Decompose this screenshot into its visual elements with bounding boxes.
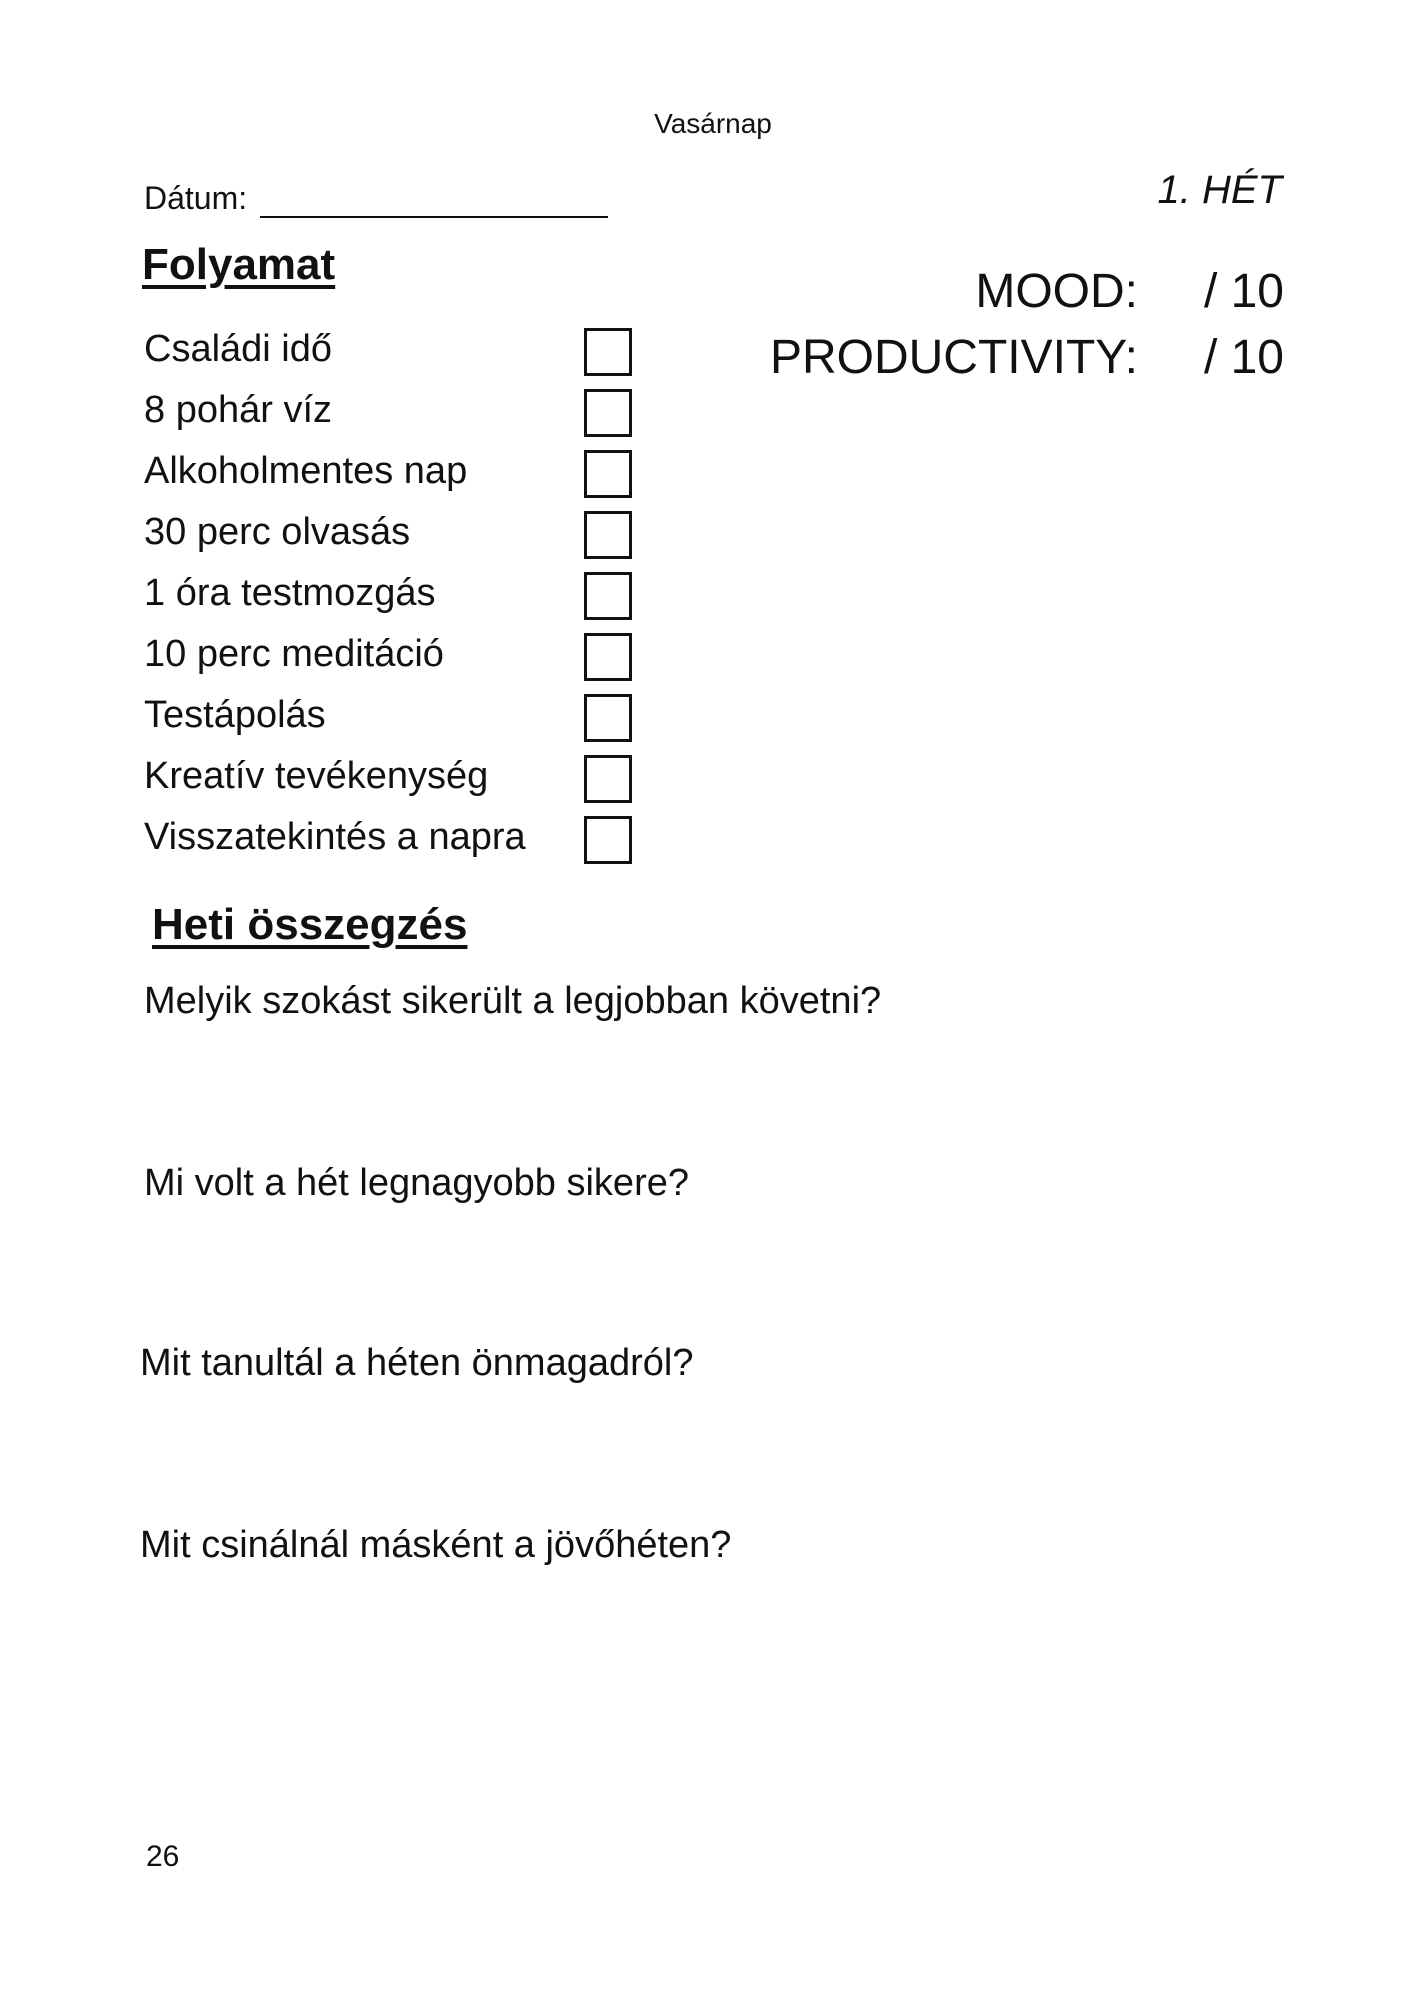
habit-checkbox[interactable] <box>584 572 632 620</box>
habit-row <box>144 629 644 690</box>
mood-label: MOOD: <box>975 265 1138 318</box>
week-label: 1. HÉT <box>1157 168 1282 212</box>
summary-question: Melyik szokást sikerült a legjobban követni? <box>144 980 882 1022</box>
mood-rating[interactable] <box>975 264 1284 319</box>
habit-checkbox[interactable] <box>584 755 632 803</box>
habit-row <box>144 751 644 812</box>
habit-checkbox[interactable] <box>584 694 632 742</box>
habit-label: Kreatív tevékenység <box>144 755 489 797</box>
productivity-scale: / 10 <box>1203 331 1284 384</box>
habit-checklist <box>144 324 644 873</box>
date-label: Dátum: <box>144 180 248 216</box>
habit-checkbox[interactable] <box>584 633 632 681</box>
habit-row <box>144 507 644 568</box>
habit-checkbox[interactable] <box>584 389 632 437</box>
habit-checkbox[interactable] <box>584 450 632 498</box>
habit-checkbox[interactable] <box>584 816 632 864</box>
habit-row <box>144 568 644 629</box>
habit-label: 1 óra testmozgás <box>144 572 436 614</box>
habit-label: Testápolás <box>144 694 326 736</box>
date-field[interactable] <box>260 216 608 218</box>
productivity-label: PRODUCTIVITY: <box>769 331 1138 384</box>
habit-row <box>144 812 644 873</box>
mood-scale: / 10 <box>1203 265 1284 318</box>
habit-label: Családi idő <box>144 328 332 370</box>
habit-row <box>144 324 644 385</box>
habit-label: 8 pohár víz <box>144 389 332 431</box>
habit-checkbox[interactable] <box>584 328 632 376</box>
summary-question: Mit csinálnál másként a jövőhéten? <box>140 1524 732 1566</box>
habit-label: Visszatekintés a napra <box>144 816 526 858</box>
page-number: 26 <box>146 1840 180 1873</box>
habit-row <box>144 690 644 751</box>
habit-label: 10 perc meditáció <box>144 633 444 675</box>
habit-row <box>144 446 644 507</box>
summary-title: Heti összegzés <box>152 900 468 949</box>
habit-label: 30 perc olvasás <box>144 511 411 553</box>
summary-question: Mi volt a hét legnagyobb sikere? <box>144 1162 689 1204</box>
habits-title: Folyamat <box>142 240 336 289</box>
habit-checkbox[interactable] <box>584 511 632 559</box>
productivity-rating[interactable] <box>770 330 1284 385</box>
summary-question: Mit tanultál a héten önmagadról? <box>140 1342 694 1384</box>
habit-label: Alkoholmentes nap <box>144 450 468 492</box>
day-title: Vasárnap <box>654 108 772 139</box>
habit-row <box>144 385 644 446</box>
